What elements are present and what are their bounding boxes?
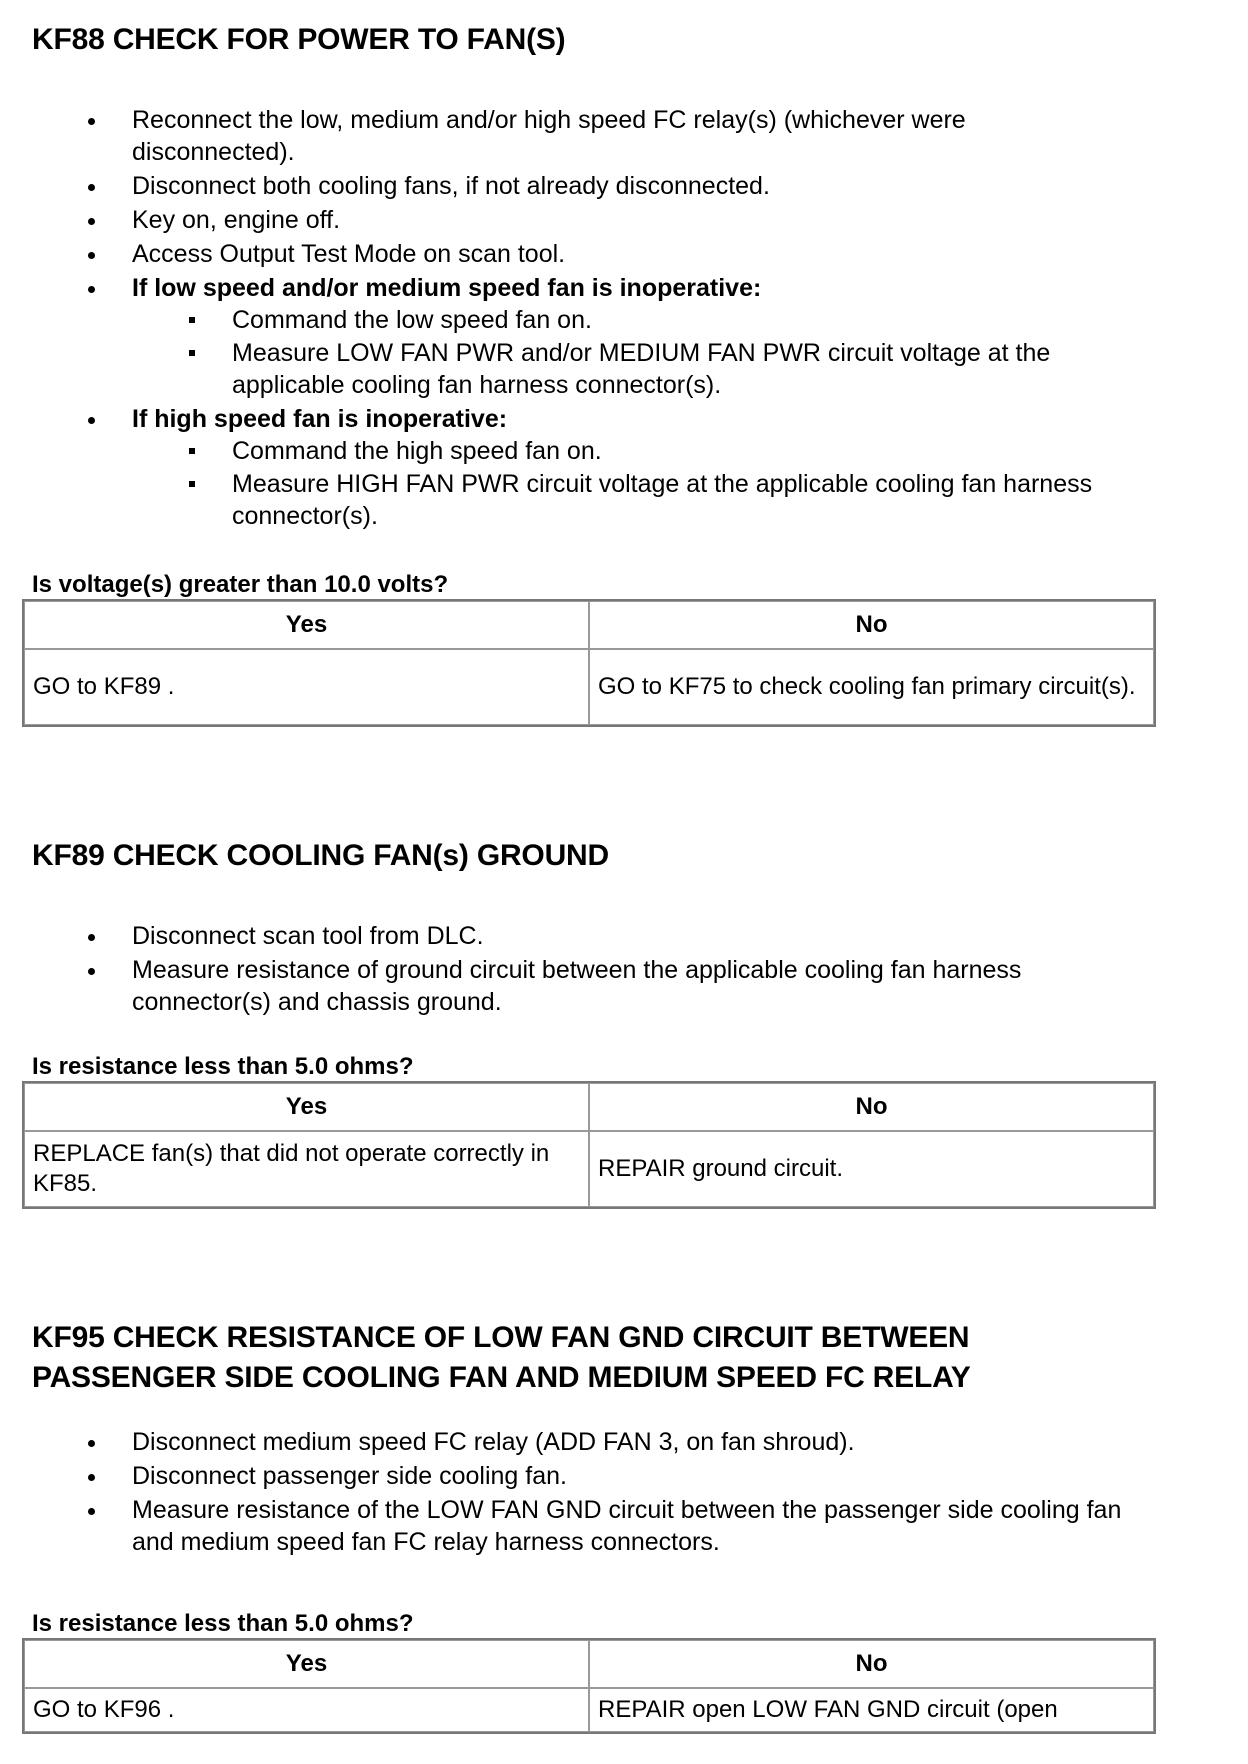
- step-item-low-group: [32, 272, 1132, 401]
- no-header: No: [589, 601, 1154, 649]
- decision-question: Is voltage(s) greater than 10.0 volts?: [32, 571, 449, 598]
- step-item: Reconnect the low, medium and/or high speed FC relay(s) (whichever were disconnected).: [32, 104, 1132, 168]
- decision-question: Is resistance less than 5.0 ohms?: [32, 1053, 414, 1080]
- yes-action: REPLACE fan(s) that did not operate correctly in KF85.: [24, 1131, 589, 1207]
- yes-header: Yes: [24, 601, 589, 649]
- decision-table: [22, 1081, 1156, 1209]
- step-item-high-group: [32, 403, 1132, 532]
- group-heading: If high speed fan is inoperative:: [132, 405, 508, 433]
- yes-header: Yes: [24, 1640, 589, 1688]
- table-row: [24, 1131, 1154, 1207]
- sub-step-item: Measure HIGH FAN PWR circuit voltage at the applicable cooling fan harness connector(s).: [32, 468, 1132, 532]
- decision-table: [22, 1638, 1156, 1734]
- group-heading: If low speed and/or medium speed fan is inoperative:: [132, 274, 762, 302]
- no-header: No: [589, 1083, 1154, 1131]
- section-kf89: [32, 836, 1212, 1020]
- yes-header: Yes: [24, 1083, 589, 1131]
- table-header-row: [24, 601, 1154, 649]
- section-title: [32, 1318, 1212, 1398]
- decision-kf95: [32, 1610, 1212, 1734]
- sub-step-list: [32, 304, 1132, 401]
- step-item: Disconnect both cooling fans, if not already disconnected.: [32, 170, 1132, 202]
- table-row: [24, 1688, 1154, 1732]
- table-header-row: [24, 1640, 1154, 1688]
- step-item: Access Output Test Mode on scan tool.: [32, 238, 1132, 270]
- section-title-line1: KF95 CHECK RESISTANCE OF LOW FAN GND CIRCUIT BETWEEN: [32, 1321, 970, 1354]
- no-action: REPAIR open LOW FAN GND circuit (open: [589, 1688, 1154, 1732]
- sub-step-item: Command the low speed fan on.: [32, 304, 1132, 336]
- decision-question: Is resistance less than 5.0 ohms?: [32, 1610, 414, 1637]
- no-header: No: [589, 1640, 1154, 1688]
- yes-action: GO to KF89 .: [24, 649, 589, 725]
- sub-step-list: [32, 435, 1132, 532]
- step-item: Key on, engine off.: [32, 204, 1132, 236]
- decision-table: [22, 599, 1156, 727]
- no-action: GO to KF75 to check cooling fan primary circuit(s).: [589, 649, 1154, 725]
- no-action: REPAIR ground circuit.: [589, 1131, 1154, 1207]
- decision-kf89: [32, 1053, 1212, 1209]
- section-kf88: [32, 20, 1212, 534]
- step-item: Disconnect passenger side cooling fan.: [32, 1460, 1152, 1492]
- table-row: [24, 649, 1154, 725]
- decision-kf88: [32, 571, 1212, 727]
- step-list: [32, 104, 1132, 532]
- sub-step-item: Command the high speed fan on.: [32, 435, 1132, 467]
- step-item: Disconnect medium speed FC relay (ADD FAN 3, on fan shroud).: [32, 1426, 1152, 1458]
- section-title: KF89 CHECK COOLING FAN(s) GROUND: [32, 839, 609, 872]
- section-title: KF88 CHECK FOR POWER TO FAN(S): [32, 23, 566, 56]
- section-title-line2: PASSENGER SIDE COOLING FAN AND MEDIUM SPEED FC RELAY: [32, 1361, 971, 1394]
- step-item: Measure resistance of the LOW FAN GND circuit between the passenger side cooling fan and medium speed fan FC relay harness connectors.: [32, 1494, 1152, 1558]
- sub-step-item: Measure LOW FAN PWR and/or MEDIUM FAN PWR circuit voltage at the applicable cooling fan harness connector(s).: [32, 337, 1132, 401]
- table-header-row: [24, 1083, 1154, 1131]
- step-list: [32, 920, 1132, 1018]
- step-item: Disconnect scan tool from DLC.: [32, 920, 1132, 952]
- section-kf95: [32, 1318, 1212, 1560]
- yes-action: GO to KF96 .: [24, 1688, 589, 1732]
- step-list: [32, 1426, 1152, 1558]
- step-item: Measure resistance of ground circuit between the applicable cooling fan harness connector(s) and chassis ground.: [32, 954, 1132, 1018]
